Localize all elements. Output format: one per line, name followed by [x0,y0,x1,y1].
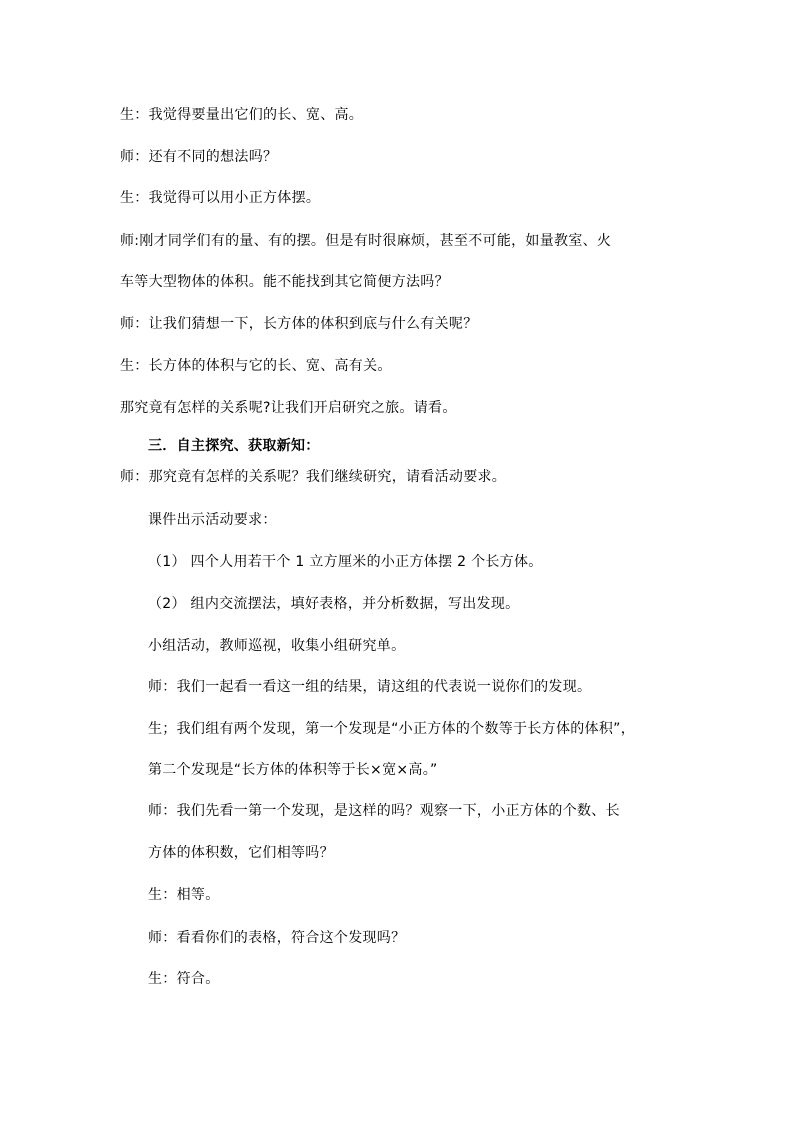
text-line: 车等大型物体的体积。能不能找到其它简便方法吗？ [120,274,449,290]
text-line: 师：我们先看一第一个发现，是这样的吗？观察一下，小正方体的个数、长 [148,803,620,819]
text-line: 师:刚才同学们有的量、有的摆。但是有时很麻烦，甚至不可能，如量教室、火 [120,233,612,249]
text-line: 那究竟有怎样的关系呢?让我们开启研究之旅。请看。 [120,400,457,416]
text-line: 课件出示活动要求： [148,512,277,528]
text-line: 师：我们一起看一看这一组的结果，请这组的代表说一说你们的发现。 [148,679,592,695]
section-heading: 三．自主探究、获取新知： [148,438,320,454]
text-line: 生：长方体的体积与它的长、宽、高有关。 [120,358,392,374]
text-line: 师：看看你们的表格，符合这个发现吗？ [148,930,406,946]
text-line: 方体的体积数，它们相等吗？ [148,845,334,861]
text-line: 师：还有不同的想法吗？ [120,149,278,165]
text-line: 生：我觉得要量出它们的长、宽、高。 [120,107,364,123]
list-item: （2） 组内交流摆法，填好表格，并分析数据，写出发现。 [148,596,520,612]
text-line: 生；我们组有两个发现，第一个发现是“小正方体的个数等于长方体的体积”， [148,721,636,737]
text-line: 生：相等。 [148,887,220,903]
text-line: 师：那究竟有怎样的关系呢？我们继续研究，请看活动要求。 [120,469,507,485]
text-line: 第二个发现是“长方体的体积等于长×宽×高。” [148,762,438,778]
text-line: 小组活动，教师巡视，收集小组研究单。 [148,638,406,654]
text-line: 生：符合。 [148,971,220,987]
text-line: 生：我觉得可以用小正方体摆。 [120,190,321,206]
text-line: 师：让我们猜想一下，长方体的体积到底与什么有关呢？ [120,316,478,332]
list-item: （1） 四个人用若干个 1 立方厘米的小正方体摆 2 个长方体。 [148,554,543,570]
